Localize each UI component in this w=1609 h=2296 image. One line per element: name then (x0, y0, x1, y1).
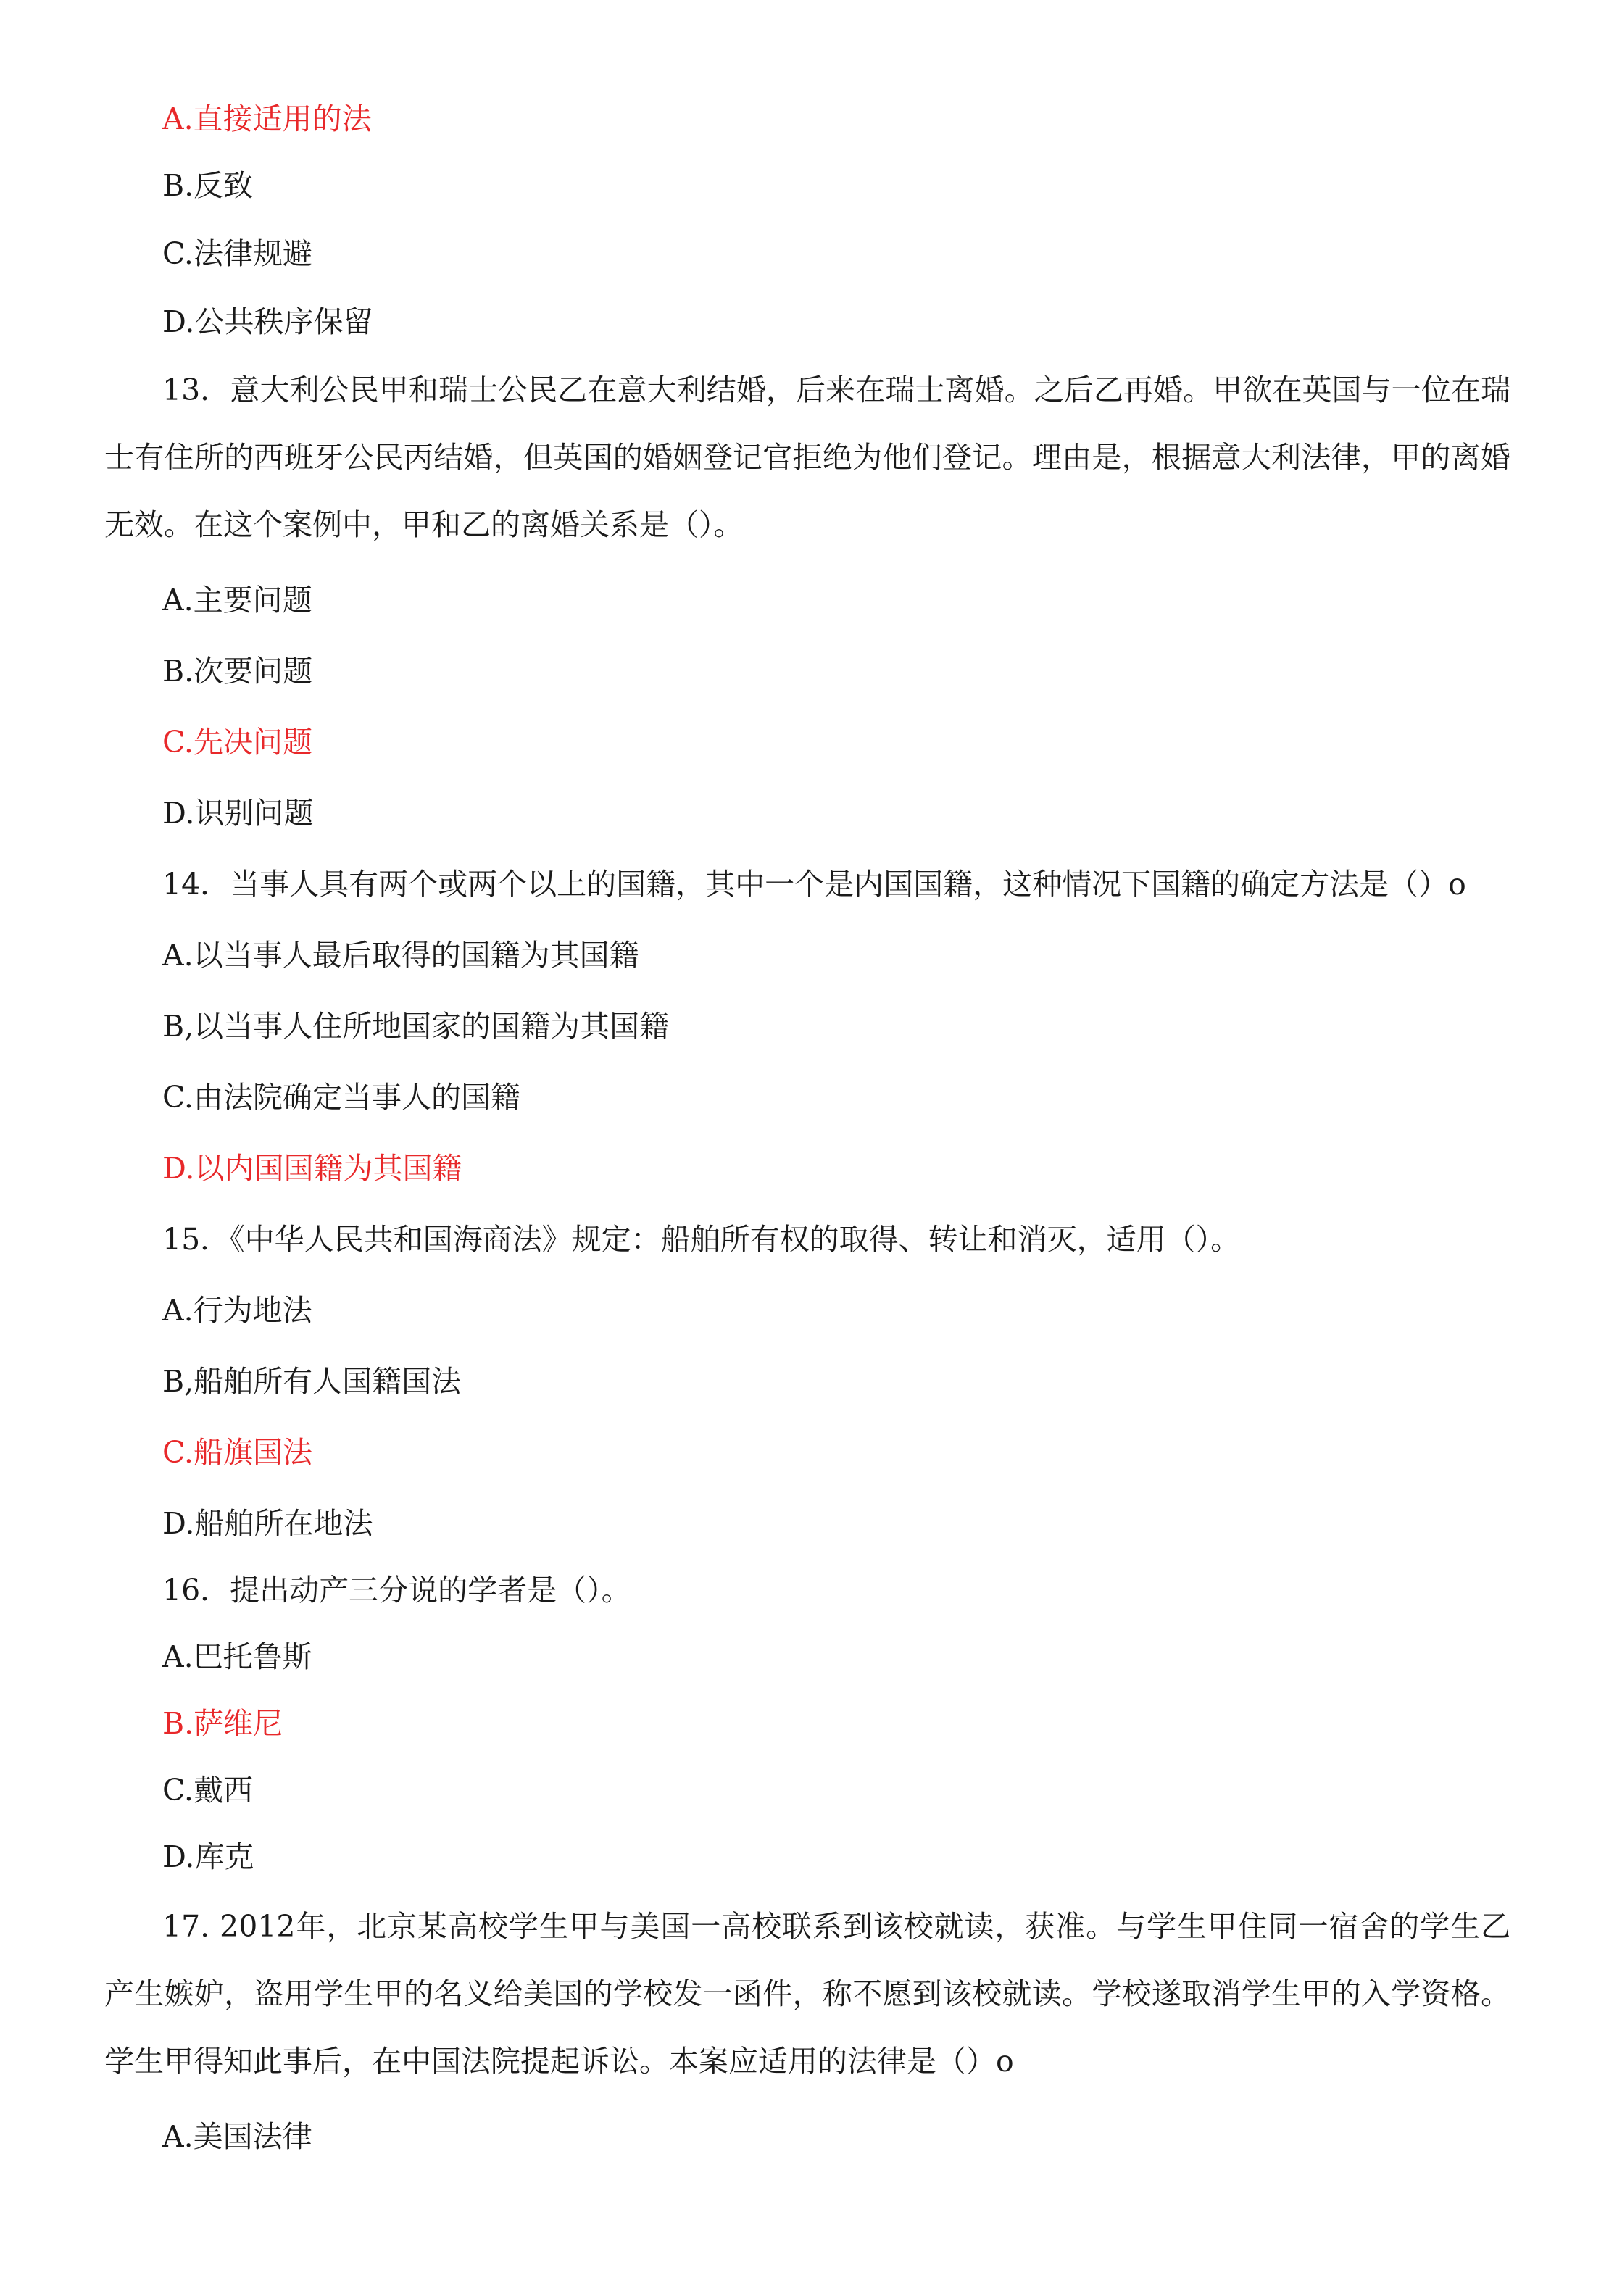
option-d-ship-location-law: D.船舶所在地法 (162, 1506, 373, 1541)
option-b-domicile-nationality: B,以当事人住所地国家的国籍为其国籍 (162, 1009, 670, 1044)
question-15: 15．《中华人民共和国海商法》规定：船舶所有权的取得、转让和消灭，适用（）。 (162, 1222, 1241, 1257)
option-c-dicey: C.戴西 (162, 1773, 253, 1808)
option-a-us-law: A.美国法律 (162, 2119, 312, 2154)
option-b-savigny: B.萨维尼 (162, 1706, 283, 1741)
option-c-evasion-of-law: C.法律规避 (162, 236, 312, 271)
option-c-court-determines: C.由法院确定当事人的国籍 (162, 1080, 520, 1115)
question-13: 13．意大利公民甲和瑞士公民乙在意大利结婚，后来在瑞士离婚。之后乙再婚。甲欲在英国与一位在瑞士有住所的西班牙公民丙结婚，但英国的婚姻登记官拒绝为他们登记。理由是，根据意大利法律，甲的离婚无效。在这个案例中，甲和乙的离婚关系是（）。 (104, 373, 1510, 542)
option-d-domestic-nationality: D.以内国国籍为其国籍 (162, 1151, 462, 1186)
option-d-characterization-issue: D.识别问题 (162, 796, 314, 831)
option-b-secondary-issue: B.次要问题 (162, 654, 313, 689)
option-a-direct-applicable-law: A.直接适用的法 (162, 101, 372, 136)
option-a-last-acquired-nationality: A.以当事人最后取得的国籍为其国籍 (162, 938, 639, 973)
option-d-cook: D.库克 (162, 1839, 254, 1874)
question-14: 14．当事人具有两个或两个以上的国籍，其中一个是内国国籍，这种情况下国籍的确定方法是（）o (162, 867, 1466, 902)
option-a-main-issue: A.主要问题 (162, 583, 312, 617)
option-b-owner-nationality-law: B,船舶所有人国籍国法 (162, 1364, 462, 1399)
question-17: 17. 2012年，北京某高校学生甲与美国一高校联系到该校就读，获准。与学生甲住同一宿舍的学生乙产生嫉妒，盗用学生甲的名义给美国的学校发一函件，称不愿到该校就读。学校遂取消学生甲的入学资格。学生甲得知此事后，在中国法院提起诉讼。本案应适用的法律是（）o (104, 1909, 1510, 2079)
option-a-lex-loci-actus: A.行为地法 (162, 1293, 312, 1328)
option-c-preliminary-issue: C.先决问题 (162, 725, 312, 760)
option-d-public-order: D.公共秩序保留 (162, 304, 373, 339)
question-16: 16．提出动产三分说的学者是（）。 (162, 1573, 631, 1607)
option-b-renvoi: B.反致 (162, 168, 254, 203)
option-c-flag-state-law: C.船旗国法 (162, 1435, 312, 1470)
option-a-bartolus: A.巴托鲁斯 (162, 1639, 312, 1674)
